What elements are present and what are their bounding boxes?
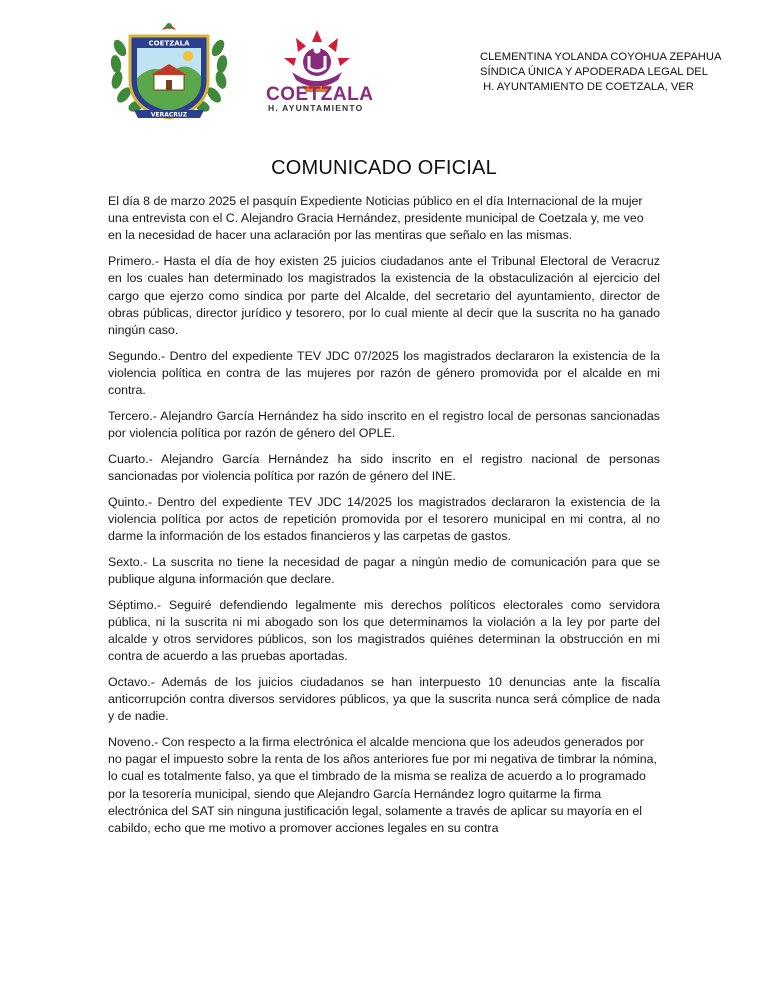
shield-logo-top-text: COETZALA	[148, 39, 190, 48]
body-paragraph-septimo: Séptimo.- Seguiré defendiendo legalmente mis derechos políticos electorales como servidora pública, ni la suscrita ni mi abogado son los que determinamos la violación a la ley por parte del alcalde y otros servidores públicos, son los magistrados quiénes determinan la obstrucción en mi contra de acuerdo a las pruebas aportadas.	[108, 597, 660, 664]
ayuntamiento-logo-name: COETZALA	[266, 84, 374, 105]
sender-line: H. AYUNTAMIENTO DE COETZALA, VER	[480, 81, 694, 93]
sender-line: SÍNDICA ÚNICA Y APODERADA LEGAL DEL	[480, 66, 708, 78]
coetzala-shield-logo	[104, 18, 234, 122]
document-title: COMUNICADO OFICIAL	[271, 157, 497, 179]
document-body	[108, 193, 660, 846]
body-paragraph-intro: El día 8 de marzo 2025 el pasquín Expediente Noticias público en el día Internacional de la mujer una entrevista con el C. Alejandro Gracia Hernández, presidente municipal de Coetzala y, me veo en la necesidad de hacer una aclaración por las mentiras que señalo en las mismas.	[108, 194, 644, 243]
body-paragraph-noveno: Noveno.- Con respecto a la firma electrónica el alcalde menciona que los adeudos generados por no pagar el impuesto sobre la renta de los años anteriores fue por mi negativa de timbrar la nómina, lo cual es totalmente falso, ya que el timbrado de la misma se realiza de acuerdo a lo programado por la tesorería municipal, siendo que Alejandro García Hernández logro quitarme la firma electrónica del SAT sin ninguna justificación legal, solamente a través de aplicar su mayoría en el cabildo, echo que me motivo a promover acciones legales en su contra	[108, 734, 657, 835]
body-paragraph-sexto: Sexto.- La suscrita no tiene la necesidad de pagar a ningún medio de comunicación para que se publique alguna información que declare.	[108, 554, 660, 586]
body-paragraph-primero: Primero.- Hasta el día de hoy existen 25 juicios ciudadanos ante el Tribunal Electoral de Veracruz en los cuales han determinado los magistrados la existencia de la obstaculización al ejercicio del cargo que ejerzo como sindica por parte del Alcalde, del secretario del ayuntamiento, director de obras públicas, director jurídico y tesorero, por lo cual miente al decir que la suscrita no ha ganado ningún caso.	[108, 254, 660, 337]
body-paragraph-cuarto: Cuarto.- Alejandro García Hernández ha sido inscrito en el registro nacional de personas sancionadas por violencia política por razón de género del INE.	[108, 451, 660, 483]
sender-block	[480, 50, 750, 95]
shield-logo-bottom-text: VERACRUZ	[150, 111, 188, 119]
sender-line: CLEMENTINA YOLANDA COYOHUA ZEPAHUA	[480, 51, 722, 63]
body-paragraph-tercero: Tercero.- Alejandro García Hernández ha sido inscrito en el registro local de personas sancionadas por violencia política por razón de género del OPLE.	[108, 408, 660, 440]
body-paragraph-octavo: Octavo.- Además de los juicios ciudadanos se han interpuesto 10 denuncias ante la fiscalía anticorrupción contra diversos servidores públicos, ya que la suscrita nunca será cómplice de nada y de nadie.	[108, 674, 660, 724]
letterhead	[0, 0, 768, 130]
body-paragraph-quinto: Quinto.- Dentro del expediente TEV JDC 14/2025 los magistrados declararon la existencia de la violencia política por actos de repetición promovida por el tesorero municipal en mi contra, al no darme la información de los estados financieros y las carpetas de gastos.	[108, 494, 660, 543]
ayuntamiento-logo-subtitle: H. AYUNTAMIENTO	[268, 103, 364, 113]
body-paragraph-segundo: Segundo.- Dentro del expediente TEV JDC 07/2025 los magistrados declararon la existencia de la violencia política en contra de las mujeres por razón de género promovida por el alcalde en mi contra.	[108, 348, 660, 398]
